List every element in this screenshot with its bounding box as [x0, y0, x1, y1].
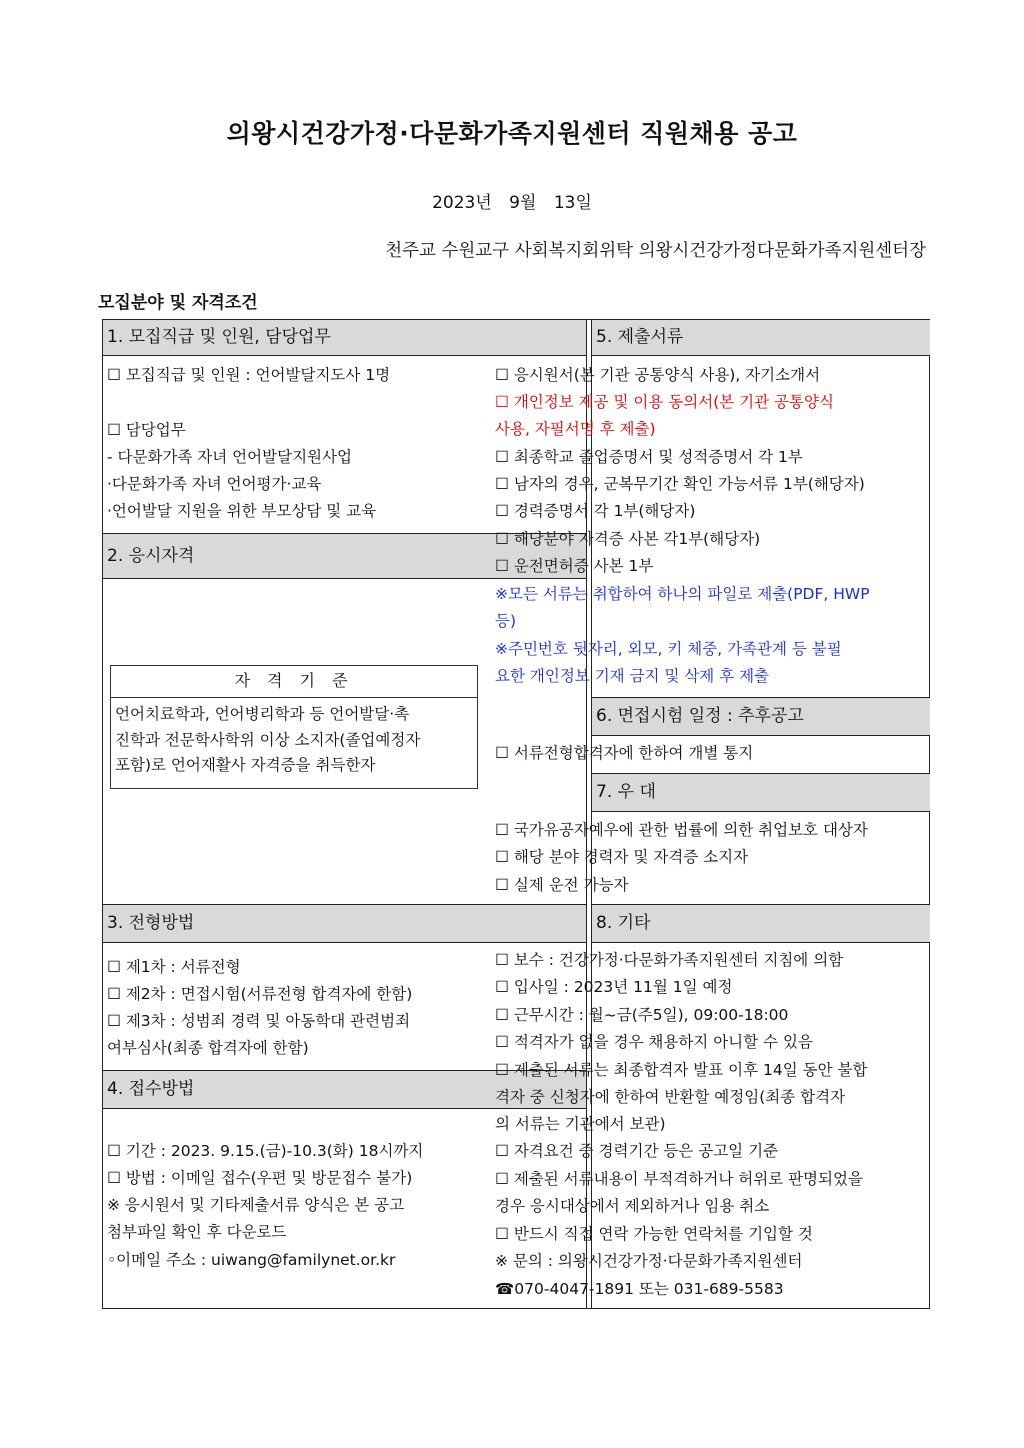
s8-line: ※ 문의 : 의왕시건강가정·다문화가족지원센터 [495, 1252, 803, 1270]
s5-line: ☐ 최종학교 졸업증명서 및 성적증명서 각 1부 [495, 448, 803, 466]
s5-line: ☐ 응시원서(본 기관 공통양식 사용), 자기소개서 [495, 366, 821, 384]
s5-red-line: ☐ 개인정보 제공 및 이용 동의서(본 기관 공통양식 [495, 393, 834, 411]
s7-line: ☐ 해당 분야 경력자 및 자격증 소지자 [495, 848, 749, 866]
s8-line: 격자 중 신청자에 한하여 반환할 예정임(최종 합격자 [495, 1088, 846, 1106]
recruitment-table [102, 319, 930, 1309]
section-2-header: 2. 응시자격 [103, 533, 586, 579]
page-title: 의왕시건강가정·다문화가족지원센터 직원채용 공고 [226, 119, 798, 148]
s5-line: ☐ 운전면허증 사본 1부 [495, 557, 654, 575]
criteria-line: 진학과 전문학사학위 이상 소지자(졸업예정자 [115, 730, 421, 749]
s8-line: ☐ 제출된 서류내용이 부적격하거나 허위로 판명되었을 [495, 1170, 863, 1188]
s3-line: ☐ 제2차 : 면접시험(서류전형 합격자에 한함) [107, 985, 413, 1003]
section-7-header: 7. 우 대 [592, 773, 930, 812]
s8-line: ☐ 적격자가 없을 경우 채용하지 아니할 수 있음 [495, 1033, 813, 1051]
s8-line: 경우 응시대상에서 제외하거나 임용 취소 [495, 1197, 770, 1215]
s8-line: ☐ 보수 : 건강가정·다문화가족지원센터 지침에 의함 [495, 951, 844, 969]
s8-line: ☐ 근무시간 : 월~금(주5일), 09:00-18:00 [495, 1006, 789, 1024]
s4-line: ☐ 기간 : 2023. 9.15.(금)-10.3(화) 18시까지 [107, 1142, 424, 1160]
section-1-header: 1. 모집직급 및 인원, 담당업무 [103, 320, 586, 356]
s8-line: 의 서류는 기관에서 보관) [495, 1115, 666, 1133]
s5-blue-line: 등) [495, 612, 517, 630]
s5-blue-line: 요한 개인정보 기재 금지 및 삭제 후 제출 [495, 667, 770, 685]
section-3-header: 3. 전형방법 [103, 904, 586, 943]
s5-blue-line: ※모든 서류는 취합하여 하나의 파일로 제출(PDF, HWP [495, 585, 870, 603]
s3-line: ☐ 제1차 : 서류전형 [107, 958, 241, 976]
s5-line: ☐ 해당분야 자격증 사본 각1부(해당자) [495, 530, 761, 548]
criteria-line: 포함)로 언어재활사 자격증을 취득한자 [115, 756, 376, 774]
s5-line: ☐ 경력증명서 각 1부(해당자) [495, 502, 696, 520]
s4-line: ◦이메일 주소 : uiwang@familynet.or.kr [107, 1251, 396, 1269]
criteria-line: 언어치료학과, 언어병리학과 등 언어발달·촉 [115, 705, 410, 723]
notice-date: 2023년 9월 13일 [432, 193, 592, 213]
section-8-header: 8. 기타 [592, 904, 930, 943]
s5-red-line: 사용, 자필서명 후 제출) [495, 420, 656, 438]
issuer: 천주교 수원교구 사회복지회위탁 의왕시건강가정다문화가족지원센터장 [385, 241, 926, 261]
s8-line: ☎070-4047-1891 또는 031-689-5583 [495, 1280, 784, 1298]
s8-line: ☐ 입사일 : 2023년 11월 1일 예정 [495, 978, 733, 996]
s8-line: ☐ 자격요건 중 경력기간 등은 공고일 기준 [495, 1142, 779, 1160]
s3-line: ☐ 제3차 : 성범죄 경력 및 아동학대 관련범죄 [107, 1012, 411, 1030]
criteria-title: 자 격 기 준 [111, 666, 477, 698]
s1-line: - 다문화가족 자녀 언어발달지원사업 [107, 448, 352, 466]
s1-line: ·다문화가족 자녀 언어평가·교육 [107, 475, 322, 493]
s4-line: ※ 응시원서 및 기타제출서류 양식은 본 공고 [107, 1196, 405, 1214]
s4-line: ☐ 방법 : 이메일 접수(우편 및 방문접수 불가) [107, 1169, 413, 1187]
s1-line: ☐ 모집직급 및 인원 : 언어발달지도사 1명 [107, 366, 391, 384]
s8-line: ☐ 제출된 서류는 최종합격자 발표 이후 14일 동안 불합 [495, 1061, 868, 1079]
s1-line: ·언어발달 지원을 위한 부모상담 및 교육 [107, 502, 377, 520]
section-6-header: 6. 면접시험 일정 : 추후공고 [592, 697, 930, 736]
s7-line: ☐ 국가유공자예우에 관한 법률에 의한 취업보호 대상자 [495, 821, 868, 839]
s1-line: ☐ 담당업무 [107, 421, 186, 439]
section-heading: 모집분야 및 자격조건 [98, 293, 258, 313]
section-4-header: 4. 접수방법 [103, 1070, 586, 1109]
s6-line: ☐ 서류전형합격자에 한하여 개별 통지 [495, 744, 754, 762]
section-5-header: 5. 제출서류 [592, 320, 930, 356]
s4-line: 첨부파일 확인 후 다운로드 [107, 1223, 287, 1241]
s5-blue-line: ※주민번호 뒷자리, 외모, 키 체중, 가족관계 등 불필 [495, 640, 842, 658]
s8-line: ☐ 반드시 직접 연락 가능한 연락처를 기입할 것 [495, 1225, 813, 1243]
s7-line: ☐ 실제 운전 가능자 [495, 876, 629, 894]
criteria-box [110, 665, 478, 789]
s5-line: ☐ 남자의 경우, 군복무기간 확인 가능서류 1부(해당자) [495, 475, 865, 493]
s3-line: 여부심사(최종 합격자에 한함) [107, 1039, 309, 1057]
